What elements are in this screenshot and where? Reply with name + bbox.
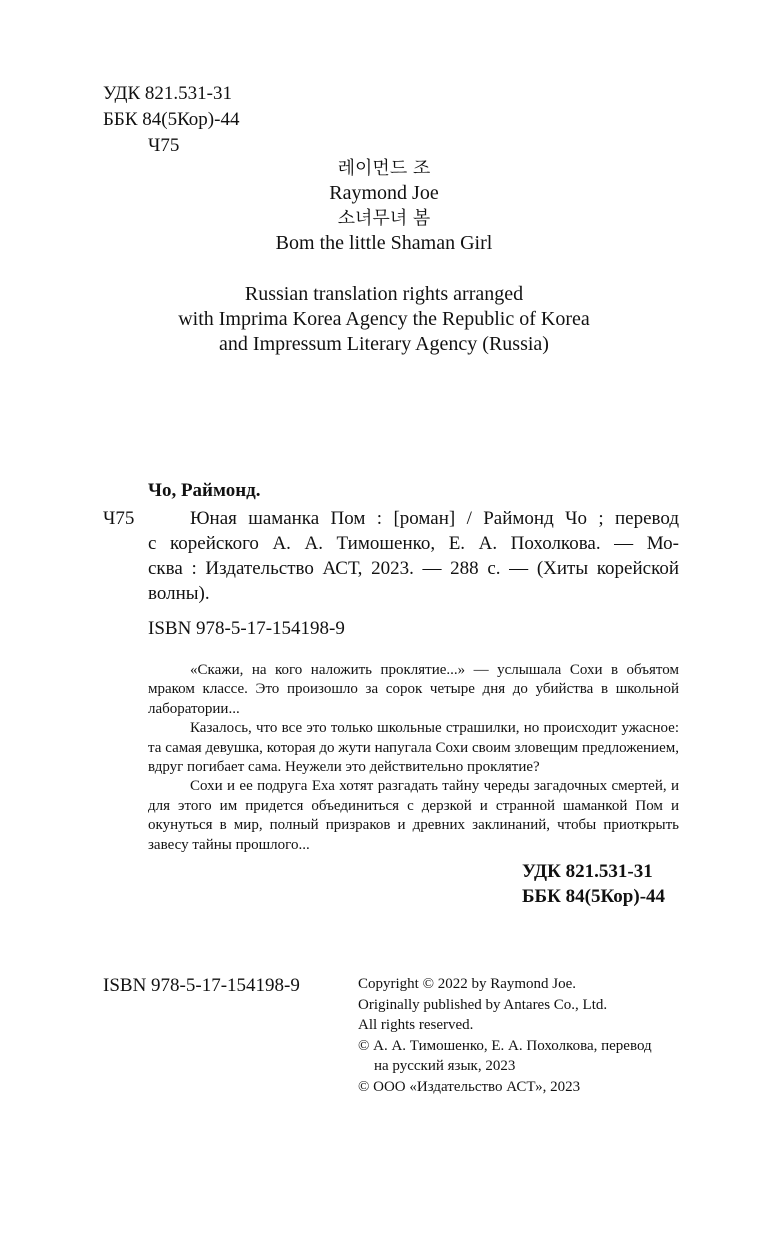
bbk-code-bold: ББК 84(5Кор)-44 [522, 886, 666, 907]
description-line-4: волны). [148, 583, 210, 604]
annotation-paragraph-3: Сохи и ее подруга Еха хотят разгадать тайну череды загадочных смертей, и для этого им придется объединиться с дерзкой и странной шаманкой Пом и окунуться в мир, полный призраков и древних заклинаний, чтобы приоткрыть завесу тайны прошлого... [148, 778, 679, 853]
annotation-paragraph-2: Казалось, что все это только школьные страшилки, но происходит ужасное: та самая девушка, которая до жути напугала Сохи своим зловещим предложением, вдруг погибает сама. Неужели это действительно проклятие? [148, 720, 679, 776]
bbk-code: ББК 84(5Кор)-44 [103, 109, 240, 130]
rights-line-1: Russian translation rights arranged [244, 283, 524, 305]
author-mark: Ч75 [148, 135, 180, 156]
annotation [148, 661, 679, 855]
copyright-block [358, 974, 652, 1098]
copyright-line-5: на русский язык, 2023 [374, 1058, 516, 1075]
footer-isbn: ISBN 978-5-17-154198-9 [103, 975, 300, 996]
rights-line-2: with Imprima Korea Agency the Republic of Korea [178, 308, 590, 330]
copyright-line-6: © ООО «Издательство АСТ», 2023 [358, 1078, 581, 1095]
bibliographic-mark: Ч75 [103, 508, 135, 529]
title-korean: 소녀무녀 봄 [337, 208, 431, 229]
copyright-line-3: All rights reserved. [358, 1017, 474, 1034]
author-korean: 레이먼드 조 [337, 158, 431, 179]
udk-code-bold: УДК 821.531-31 [522, 861, 653, 882]
annotation-paragraph-1: «Скажи, на кого наложить проклятие...» — услышала Сохи в объятом мраком классе. Это произошло за сорок четыре дня до убийства в школьной лаборатории... [148, 662, 679, 717]
copyright-line-4: © А. А. Тимошенко, Е. А. Похолкова, перевод [358, 1037, 652, 1054]
author-english: Raymond Joe [329, 182, 439, 204]
description-line-1: Юная шаманка Пом : [роман] / Раймонд Чо ; перевод [190, 508, 679, 529]
description-line-3: сква : Издательство АСТ, 2023. — 288 с. — (Хиты корейской [148, 558, 679, 579]
rights-block [0, 282, 768, 357]
bibliographic-isbn: ISBN 978-5-17-154198-9 [148, 618, 345, 639]
bibliographic-author: Чо, Раймонд. [148, 480, 261, 501]
copyright-line-2: Originally published by Antares Co., Ltd. [358, 996, 608, 1013]
copyright-line-1: Copyright © 2022 by Raymond Joe. [358, 976, 577, 992]
rights-line-3: and Impressum Literary Agency (Russia) [219, 333, 549, 355]
title-english: Bom the little Shaman Girl [275, 232, 493, 254]
original-title-block [0, 156, 768, 256]
udk-code: УДК 821.531-31 [103, 83, 232, 104]
bibliographic-description [148, 506, 679, 606]
description-line-2: с корейского А. А. Тимошенко, Е. А. Похолкова. — Мо- [148, 533, 679, 554]
